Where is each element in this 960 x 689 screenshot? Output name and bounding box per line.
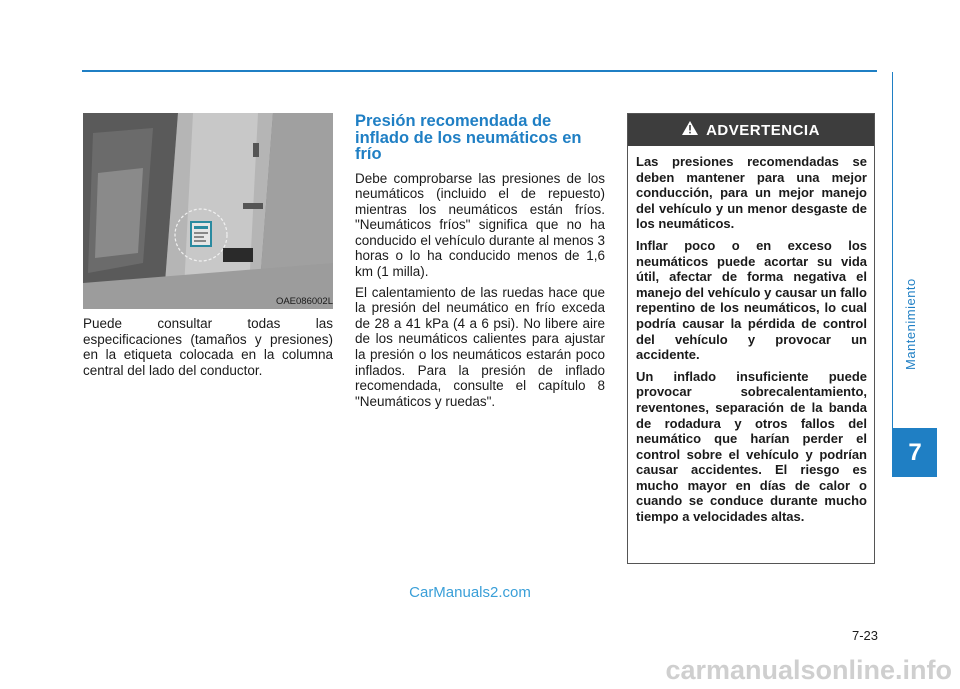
warning-title: ADVERTENCIA — [706, 121, 820, 139]
page-number: 7-23 — [851, 628, 878, 643]
cold-tires-paragraph: Debe comprobarse las presiones de los neumáticos (incluido el de repuesto) mientras los neumáticos están fríos. "Neumáticos fríos" significa que no ha conducido el vehículo durante al menos 3 horas o lo ha conducido menos de 1,6 km (1 milla). — [355, 170, 605, 280]
warning-paragraph-1: Las presiones recomendadas se deben mantener para una mejor conducción, para un mejor manejo del vehículo y un menor desgaste de los neumáticos. — [636, 154, 867, 232]
warning-triangle-icon — [682, 121, 698, 139]
watermark-carmanuals2: CarManuals2.com — [409, 584, 531, 601]
section-heading: Presión recomendada de inflado de los neumáticos en frío — [355, 112, 582, 163]
warning-header — [628, 114, 874, 146]
watermark-carmanualsonline: carmanualsonline.info — [665, 655, 952, 685]
chapter-number-tab: 7 — [893, 428, 937, 477]
tire-pressure-section — [355, 113, 605, 414]
warning-paragraph-2: Inflar poco o en exceso los neumáticos puede acortar su vida útil, afectar de forma negativa el manejo del vehículo y causar un fallo repentino de los neumáticos, lo cual podría causar la pérdida de control del vehículo y provocar un accidente. — [636, 237, 867, 363]
side-tab-line — [892, 72, 893, 477]
figure-code: OAE086002L — [275, 296, 333, 307]
warning-body — [628, 146, 874, 525]
warm-tires-paragraph: El calentamiento de las ruedas hace que la presión del neumático en frío exceda de 28 a 41 kPa (4 a 6 psi). No libere aire de los neumáticos calientes para ajustar la presión o los neumáticos estarán poco inflados. Para la presión de inflado recomendada, consulte el capítulo 8 "Neumáticos y ruedas". — [355, 284, 605, 409]
warning-paragraph-3: Un inflado insuficiente puede provocar sobrecalentamiento, reventones, separación de la banda de rodadura y otros fallos del neumático que harían perder el control sobre el vehículo y podrían causar accidentes. El riesgo es mucho mayor en días de calor o cuando se conduce durante mucho tiempo a velocidades altas. — [636, 368, 867, 525]
warning-box — [627, 113, 875, 564]
label-location-text: Puede consultar todas las especificaciones (tamaños y presiones) en la etiqueta colocada en la columna central del lado del conductor. — [83, 316, 333, 378]
chapter-side-label: Mantenimiento — [903, 278, 918, 370]
door-pillar-photo — [83, 113, 333, 309]
top-rule — [82, 70, 877, 72]
